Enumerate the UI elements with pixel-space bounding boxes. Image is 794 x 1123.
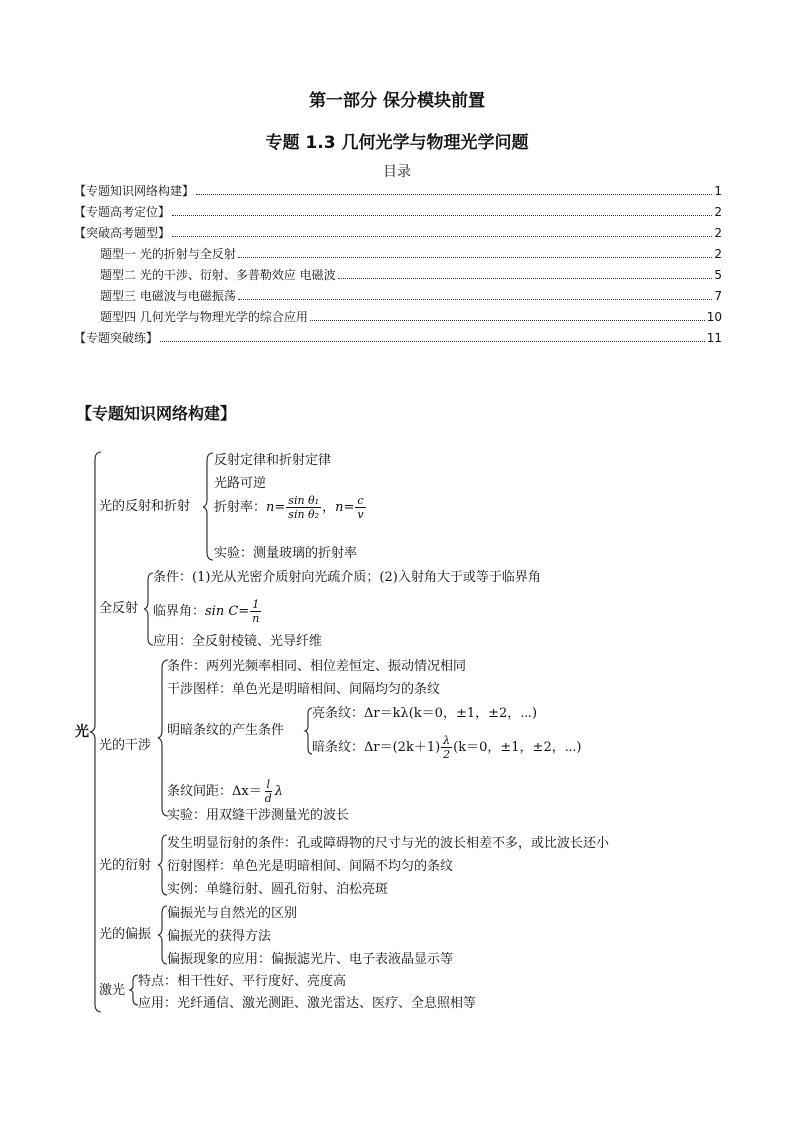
toc-entry-label: 【专题突破练】 (74, 331, 159, 345)
item-total-reflection-condition: 条件：(1)光从光密介质射向光疏介质；(2)入射角大于或等于临界角 (153, 570, 541, 585)
fraction-numerator: 1 (252, 598, 260, 611)
brace-diffraction (158, 835, 167, 895)
toc-entry-page: 1 (714, 184, 722, 198)
item-glass-experiment: 实验：测量玻璃的折射率 (214, 546, 358, 561)
item-fringe-spacing (167, 778, 283, 805)
item-laser-applications: 应用：光纤通信、激光测距、激光雷达、医疗、全息照相等 (138, 996, 477, 1011)
fraction-numerator: l (266, 778, 271, 791)
fraction-numerator: c (357, 494, 364, 507)
toc-title: 目录 (383, 164, 411, 180)
sin-c: sin C (205, 604, 239, 619)
item-polarization-application: 偏振现象的应用：偏振滤光片、电子表液晶显示等 (167, 952, 454, 967)
spacing-lhs: Δx＝ (232, 784, 262, 799)
eq-sign: = (238, 604, 250, 619)
brace-total-reflection (144, 573, 153, 645)
section-heading: 【专题知识网络构建】 (76, 404, 237, 423)
item-reflection-law: 反射定律和折射定律 (214, 453, 332, 468)
brace-bright-dark (305, 708, 312, 754)
fraction-sin (286, 494, 321, 521)
item-total-reflection-application: 应用：全反射棱镜、光导纤维 (153, 634, 323, 649)
brace-polarization (158, 906, 167, 964)
fraction-numerator: λ (443, 734, 451, 747)
toc-entry-label: 题型一 光的折射与全反射 (100, 247, 236, 261)
item-interference-pattern: 干涉图样：单色光是明暗相间、间隔均匀的条纹 (167, 682, 441, 697)
item-bright-fringe: 亮条纹：Δr＝kλ(k＝0，±1，±2，⋯) (312, 706, 538, 721)
dark-fringe-suffix: (k＝0，±1，±2，⋯) (453, 740, 582, 755)
node-diffraction: 光的衍射 (99, 858, 152, 873)
brace-laser (130, 975, 138, 1005)
label-fringe-spacing: 条纹间距： (167, 784, 233, 799)
topic-title: 专题 1.3 几何光学与物理光学问题 (265, 133, 529, 153)
eq-sign: = (274, 500, 286, 515)
node-interference: 光的干涉 (99, 738, 152, 753)
toc-entry-page: 2 (714, 247, 722, 261)
node-reflection-refraction: 光的反射和折射 (99, 499, 191, 514)
item-interference-condition: 条件：两列光频率相同、相位差恒定、振动情况相同 (167, 659, 467, 674)
dark-fringe-prefix: 暗条纹：Δr＝(2k＋1) (312, 740, 441, 755)
toc-entry-label: 【专题知识网络构建】 (74, 184, 195, 198)
item-double-slit-experiment: 实验：用双缝干涉测量光的波长 (167, 808, 350, 823)
toc-entry-page: 7 (714, 289, 722, 303)
fraction-l-d (263, 778, 274, 805)
item-diffraction-condition: 发生明显衍射的条件：孔或障碍物的尺寸与光的波长相差不多，或比波长还小 (167, 836, 610, 851)
toc-entry-label: 题型三 电磁波与电磁振荡 (100, 289, 236, 303)
item-polarization-difference: 偏振光与自然光的区别 (167, 906, 298, 921)
toc-entry-label: 【突破高考题型】 (74, 226, 171, 240)
node-polarization: 光的偏振 (99, 927, 152, 942)
toc-entry-page: 5 (714, 268, 722, 282)
toc-entry-label: 题型二 光的干涉、衍射、多普勒效应 电磁波 (100, 268, 336, 282)
fraction-denominator: n (252, 612, 260, 625)
fraction-denominator: 2 (443, 748, 451, 761)
fraction-c-v (355, 494, 365, 521)
node-laser: 激光 (99, 983, 126, 998)
var-n-2: n (335, 500, 344, 515)
toc-entry-page: 11 (706, 331, 722, 345)
item-critical-angle (153, 598, 262, 625)
fraction-denominator: v (357, 508, 364, 521)
separator: ， (322, 500, 336, 515)
toc-entry-label: 题型四 几何光学与物理光学的综合应用 (100, 310, 308, 324)
brace-reflection (203, 453, 213, 560)
fraction-numerator: sin θ₁ (288, 494, 320, 507)
item-polarization-method: 偏振光的获得方法 (167, 929, 272, 944)
item-diffraction-examples: 实例：单缝衍射、圆孔衍射、泊松亮斑 (167, 882, 389, 897)
part-title: 第一部分 保分模块前置 (309, 91, 485, 111)
label-refractive-index: 折射率： (214, 500, 267, 515)
item-diffraction-pattern: 衍射图样：单色光是明暗相间、间隔不均匀的条纹 (167, 859, 454, 874)
var-n: n (266, 500, 275, 515)
fraction-denominator: d (264, 792, 272, 805)
item-fringe-condition: 明暗条纹的产生条件 (167, 723, 285, 738)
spacing-rhs: λ (274, 784, 284, 799)
item-laser-features: 特点：相干性好、平行度好、亮度高 (138, 974, 347, 989)
item-refractive-index (214, 494, 367, 521)
eq-sign-2: = (343, 500, 355, 515)
toc-entry-page: 10 (706, 310, 722, 324)
label-critical-angle: 临界角： (153, 604, 206, 619)
root-light: 光 (75, 724, 89, 740)
toc-entry-page: 2 (714, 205, 722, 219)
fraction-denominator: sin θ₂ (288, 508, 320, 521)
item-dark-fringe (312, 734, 582, 761)
item-reversible-path: 光路可逆 (214, 476, 267, 491)
toc-entry-page: 2 (714, 226, 722, 240)
fraction-lambda-2 (441, 734, 452, 761)
node-total-reflection: 全反射 (99, 601, 139, 616)
fraction-1-n (250, 598, 261, 625)
toc-entry-label: 【专题高考定位】 (74, 205, 171, 219)
